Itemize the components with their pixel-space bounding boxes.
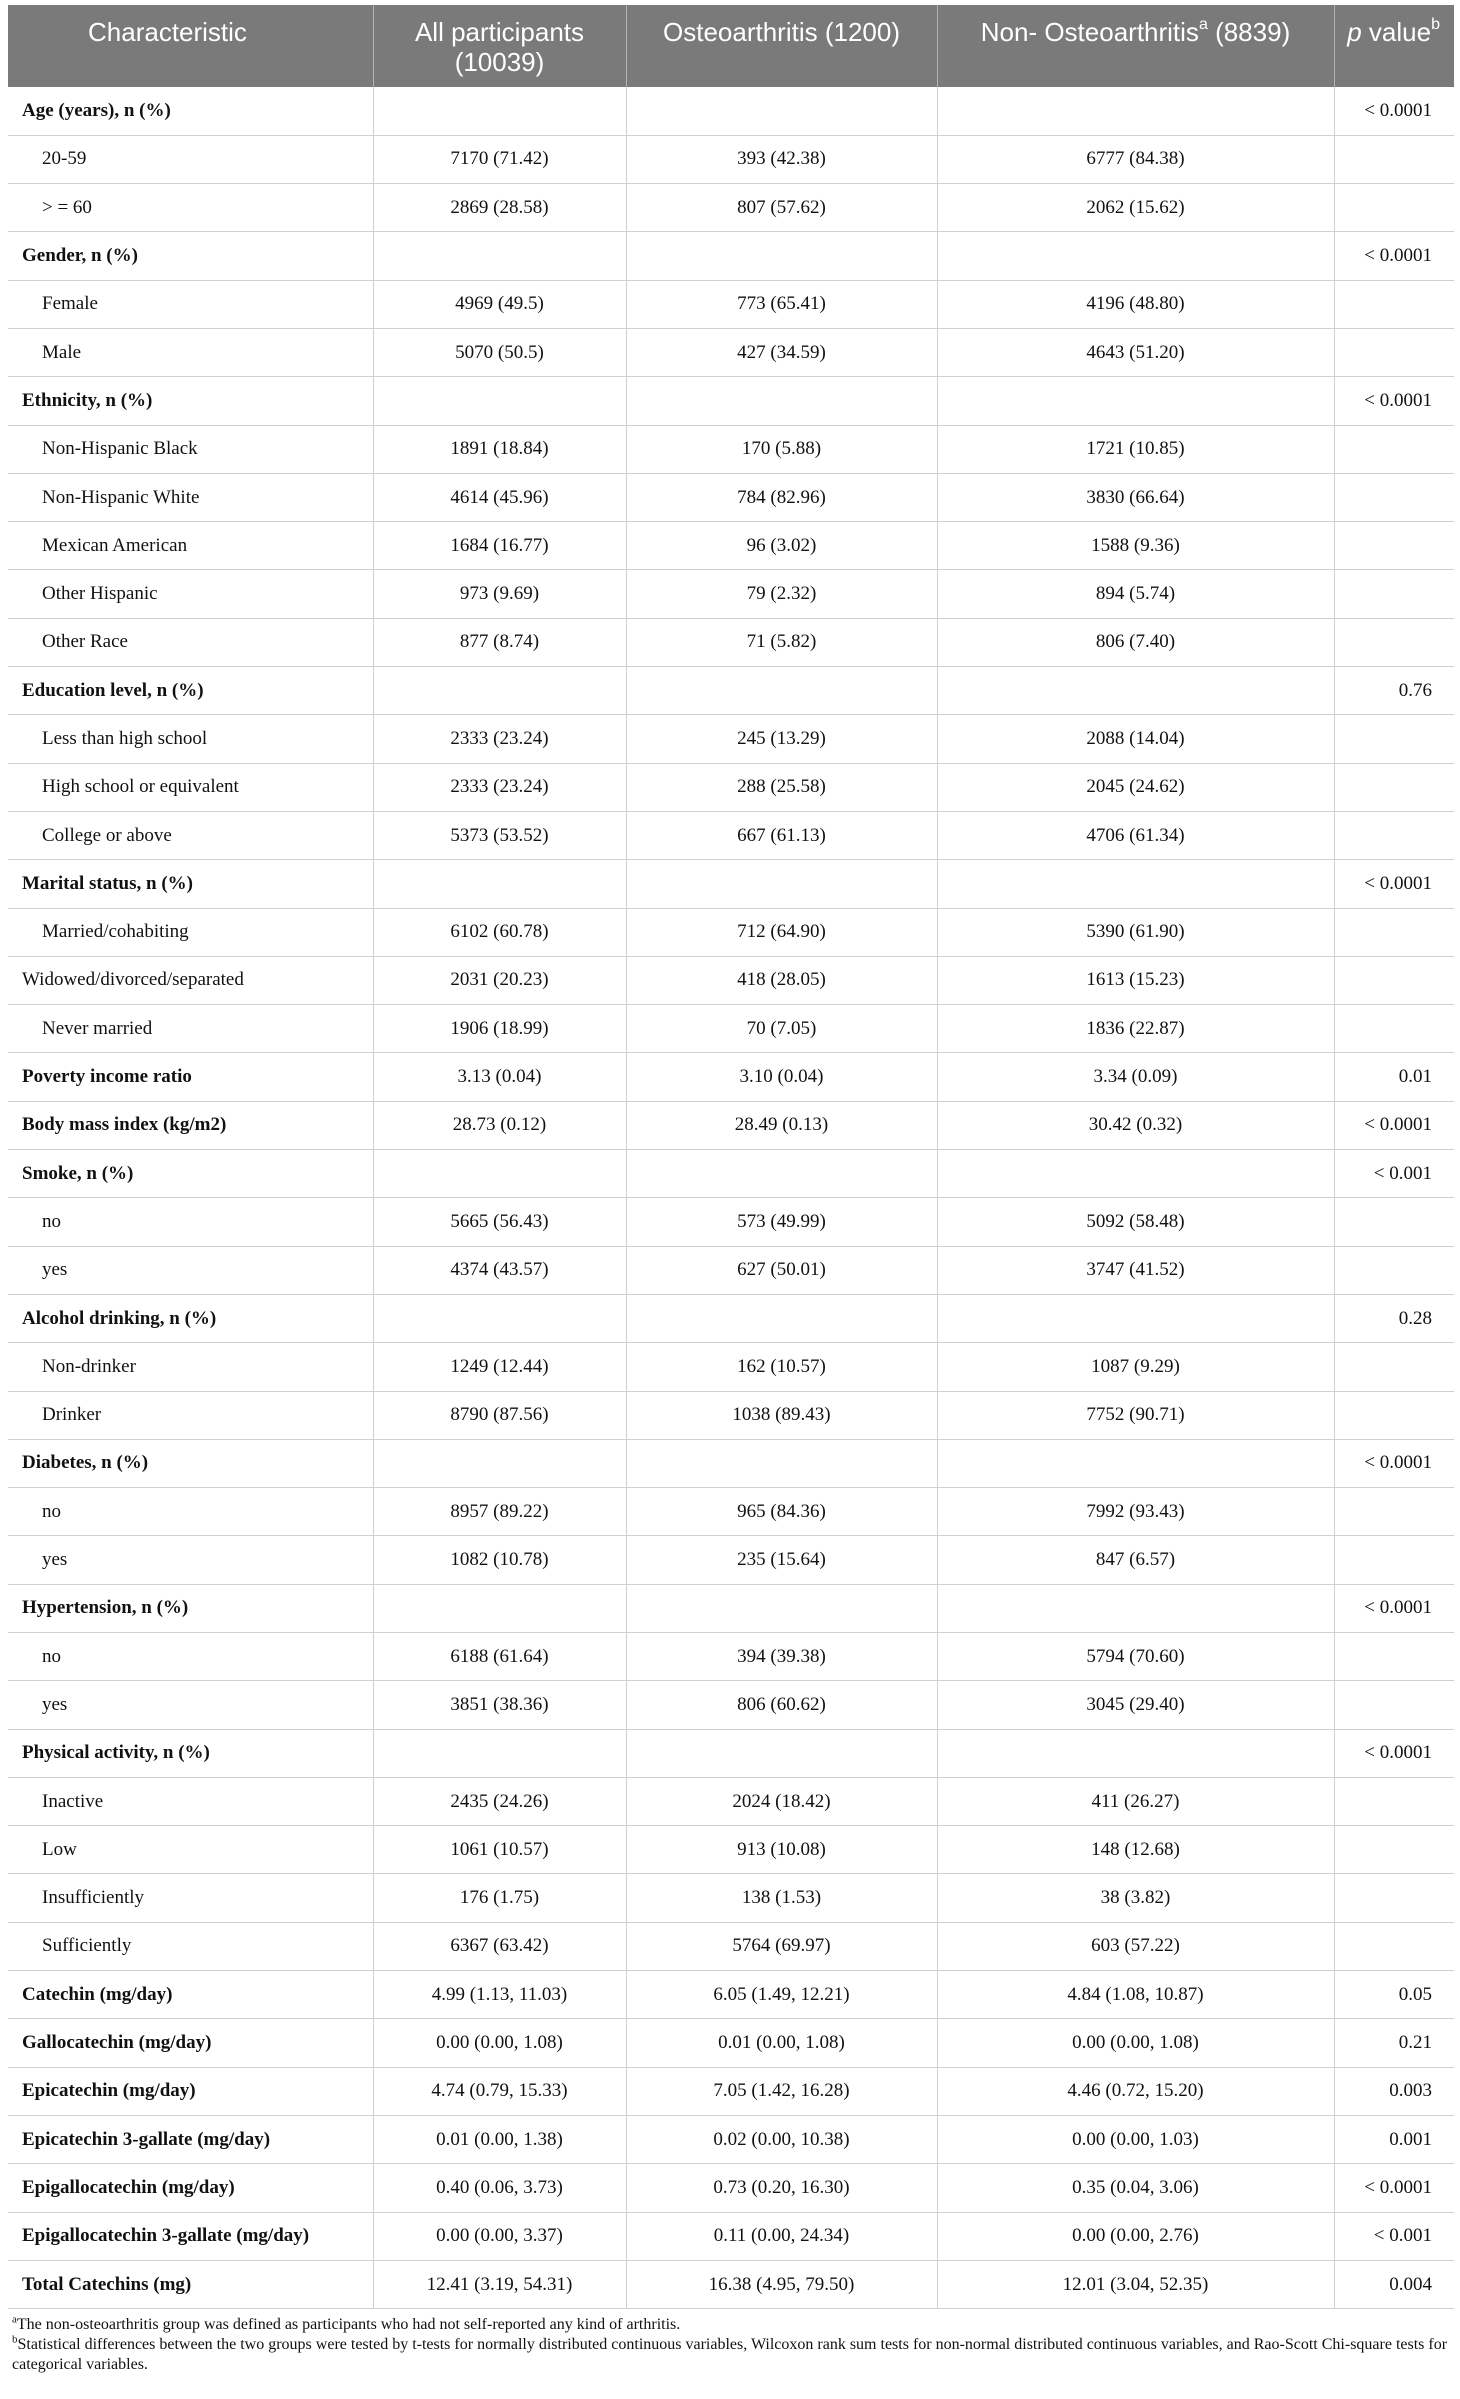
table-row: [8, 328, 1454, 376]
non-osteoarthritis-cell: 3747 (41.52): [937, 1246, 1334, 1294]
all-participants-cell: 6367 (63.42): [373, 1922, 626, 1970]
characteristic-cell: Body mass index (kg/m2): [8, 1101, 373, 1149]
p-value-cell: [1334, 1488, 1454, 1536]
all-participants-cell: 1906 (18.99): [373, 1005, 626, 1053]
characteristic-cell: no: [8, 1488, 373, 1536]
osteoarthritis-cell: 806 (60.62): [626, 1681, 937, 1729]
p-value-cell: [1334, 618, 1454, 666]
characteristic-cell: Sufficiently: [8, 1922, 373, 1970]
all-participants-cell: 1249 (12.44): [373, 1343, 626, 1391]
all-participants-cell: 176 (1.75): [373, 1874, 626, 1922]
osteoarthritis-cell: 0.11 (0.00, 24.34): [626, 2212, 937, 2260]
non-osteoarthritis-cell: [937, 232, 1334, 280]
characteristic-cell: Other Hispanic: [8, 570, 373, 618]
non-osteoarthritis-cell: 1721 (10.85): [937, 425, 1334, 473]
non-osteoarthritis-cell: 894 (5.74): [937, 570, 1334, 618]
all-participants-cell: 2333 (23.24): [373, 763, 626, 811]
table-row: [8, 1488, 1454, 1536]
p-value-cell: < 0.001: [1334, 2212, 1454, 2260]
all-participants-cell: 3851 (38.36): [373, 1681, 626, 1729]
non-osteoarthritis-cell: 3.34 (0.09): [937, 1053, 1334, 1101]
characteristic-cell: Ethnicity, n (%): [8, 377, 373, 425]
non-osteoarthritis-cell: 0.35 (0.04, 3.06): [937, 2164, 1334, 2212]
characteristic-cell: Epicatechin 3-gallate (mg/day): [8, 2115, 373, 2163]
non-osteoarthritis-cell: 4.84 (1.08, 10.87): [937, 1971, 1334, 2019]
table-row-category: [8, 2164, 1454, 2212]
non-osteoarthritis-cell: [937, 1150, 1334, 1198]
table-row: [8, 1536, 1454, 1584]
table-row: [8, 1391, 1454, 1439]
characteristic-cell: College or above: [8, 811, 373, 859]
table-row-category: [8, 667, 1454, 715]
characteristic-cell: Epicatechin (mg/day): [8, 2067, 373, 2115]
osteoarthritis-cell: 3.10 (0.04): [626, 1053, 937, 1101]
characteristic-cell: Other Race: [8, 618, 373, 666]
characteristic-cell: Female: [8, 280, 373, 328]
non-osteoarthritis-cell: 806 (7.40): [937, 618, 1334, 666]
non-osteoarthritis-cell: 2045 (24.62): [937, 763, 1334, 811]
all-participants-cell: 877 (8.74): [373, 618, 626, 666]
p-value-cell: [1334, 1633, 1454, 1681]
non-osteoarthritis-cell: 4643 (51.20): [937, 328, 1334, 376]
characteristic-cell: Smoke, n (%): [8, 1150, 373, 1198]
p-value-cell: 0.01: [1334, 1053, 1454, 1101]
non-osteoarthritis-cell: 12.01 (3.04, 52.35): [937, 2260, 1334, 2308]
table-row-category: [8, 1101, 1454, 1149]
all-participants-cell: 0.00 (0.00, 1.08): [373, 2019, 626, 2067]
non-osteoarthritis-cell: 4196 (48.80): [937, 280, 1334, 328]
all-participants-cell: [373, 87, 626, 135]
non-osteoarthritis-cell: 603 (57.22): [937, 1922, 1334, 1970]
characteristic-cell: no: [8, 1633, 373, 1681]
p-value-cell: [1334, 1391, 1454, 1439]
osteoarthritis-cell: 627 (50.01): [626, 1246, 937, 1294]
p-value-cell: [1334, 811, 1454, 859]
characteristic-cell: Male: [8, 328, 373, 376]
p-value-cell: 0.003: [1334, 2067, 1454, 2115]
all-participants-cell: 2869 (28.58): [373, 184, 626, 232]
p-value-cell: 0.28: [1334, 1294, 1454, 1342]
non-osteoarthritis-cell: [937, 1294, 1334, 1342]
p-value-cell: [1334, 1681, 1454, 1729]
all-participants-cell: [373, 667, 626, 715]
osteoarthritis-cell: 245 (13.29): [626, 715, 937, 763]
table-row: [8, 1777, 1454, 1825]
non-osteoarthritis-cell: 0.00 (0.00, 2.76): [937, 2212, 1334, 2260]
p-value-cell: 0.004: [1334, 2260, 1454, 2308]
p-value-cell: [1334, 1826, 1454, 1874]
non-osteoarthritis-cell: 4706 (61.34): [937, 811, 1334, 859]
table-row: [8, 956, 1454, 1004]
p-value-cell: < 0.0001: [1334, 1101, 1454, 1149]
all-participants-cell: 8790 (87.56): [373, 1391, 626, 1439]
osteoarthritis-cell: 784 (82.96): [626, 473, 937, 521]
header-characteristic: Characteristic: [8, 5, 373, 87]
p-value-cell: 0.001: [1334, 2115, 1454, 2163]
all-participants-cell: 6188 (61.64): [373, 1633, 626, 1681]
footnotes: [8, 2315, 1454, 2375]
header-row: [8, 5, 1454, 87]
all-participants-cell: 5373 (53.52): [373, 811, 626, 859]
non-osteoarthritis-cell: 1588 (9.36): [937, 522, 1334, 570]
non-osteoarthritis-cell: [937, 377, 1334, 425]
characteristic-cell: Mexican American: [8, 522, 373, 570]
non-osteoarthritis-cell: 0.00 (0.00, 1.03): [937, 2115, 1334, 2163]
p-value-cell: < 0.0001: [1334, 1439, 1454, 1487]
all-participants-cell: 5070 (50.5): [373, 328, 626, 376]
non-osteoarthritis-cell: [937, 860, 1334, 908]
table-row: [8, 522, 1454, 570]
p-value-cell: [1334, 908, 1454, 956]
non-osteoarthritis-cell: 30.42 (0.32): [937, 1101, 1334, 1149]
characteristic-cell: no: [8, 1198, 373, 1246]
all-participants-cell: 4614 (45.96): [373, 473, 626, 521]
non-osteoarthritis-cell: [937, 1584, 1334, 1632]
non-osteoarthritis-cell: 7752 (90.71): [937, 1391, 1334, 1439]
non-osteoarthritis-cell: 0.00 (0.00, 1.08): [937, 2019, 1334, 2067]
table-row: [8, 425, 1454, 473]
non-osteoarthritis-cell: 2088 (14.04): [937, 715, 1334, 763]
osteoarthritis-cell: 667 (61.13): [626, 811, 937, 859]
table-row-category: [8, 2019, 1454, 2067]
characteristic-cell: Drinker: [8, 1391, 373, 1439]
non-osteoarthritis-cell: 148 (12.68): [937, 1826, 1334, 1874]
p-value-cell: [1334, 956, 1454, 1004]
p-value-cell: [1334, 522, 1454, 570]
all-participants-cell: 0.40 (0.06, 3.73): [373, 2164, 626, 2212]
osteoarthritis-cell: [626, 87, 937, 135]
non-osteoarthritis-cell: 5794 (70.60): [937, 1633, 1334, 1681]
osteoarthritis-cell: 138 (1.53): [626, 1874, 937, 1922]
p-value-cell: [1334, 570, 1454, 618]
osteoarthritis-cell: [626, 860, 937, 908]
osteoarthritis-cell: 418 (28.05): [626, 956, 937, 1004]
osteoarthritis-cell: 7.05 (1.42, 16.28): [626, 2067, 937, 2115]
table-row-category: [8, 1584, 1454, 1632]
all-participants-cell: [373, 1150, 626, 1198]
osteoarthritis-cell: [626, 377, 937, 425]
all-participants-cell: 1082 (10.78): [373, 1536, 626, 1584]
table-row: [8, 135, 1454, 183]
non-osteoarthritis-cell: [937, 1439, 1334, 1487]
characteristic-cell: Non-Hispanic Black: [8, 425, 373, 473]
p-value-cell: [1334, 1777, 1454, 1825]
p-value-cell: [1334, 135, 1454, 183]
footnote-b: $^b$Statistical differences between the two groups were tested by t-tests for normally distributed continuous variables, Wilcoxon rank sum tests for non-normal distributed continuous variables, and Rao-Scott Chi-square tests for categorical variables.: [12, 2333, 1448, 2374]
all-participants-cell: [373, 377, 626, 425]
characteristic-cell: Alcohol drinking, n (%): [8, 1294, 373, 1342]
header-non-osteoarthritis: Non- Osteoarthritis$^a$ (8839): [937, 5, 1334, 87]
characteristic-cell: Less than high school: [8, 715, 373, 763]
p-value-cell: < 0.0001: [1334, 377, 1454, 425]
osteoarthritis-cell: 16.38 (4.95, 79.50): [626, 2260, 937, 2308]
p-value-cell: < 0.0001: [1334, 1729, 1454, 1777]
p-value-cell: [1334, 280, 1454, 328]
header-p-value: p value$^b$: [1334, 5, 1454, 87]
characteristic-cell: Non-Hispanic White: [8, 473, 373, 521]
osteoarthritis-cell: 79 (2.32): [626, 570, 937, 618]
non-osteoarthritis-cell: 847 (6.57): [937, 1536, 1334, 1584]
table-row: [8, 1922, 1454, 1970]
table-row: [8, 473, 1454, 521]
osteoarthritis-cell: [626, 232, 937, 280]
osteoarthritis-cell: 1038 (89.43): [626, 1391, 937, 1439]
osteoarthritis-cell: 5764 (69.97): [626, 1922, 937, 1970]
non-osteoarthritis-cell: 5092 (58.48): [937, 1198, 1334, 1246]
p-value-cell: [1334, 184, 1454, 232]
osteoarthritis-cell: 28.49 (0.13): [626, 1101, 937, 1149]
characteristic-cell: Widowed/divorced/separated: [8, 956, 373, 1004]
table-row-category: [8, 1053, 1454, 1101]
all-participants-cell: 4.74 (0.79, 15.33): [373, 2067, 626, 2115]
all-participants-cell: 4374 (43.57): [373, 1246, 626, 1294]
all-participants-cell: 1891 (18.84): [373, 425, 626, 473]
table-row-category: [8, 87, 1454, 135]
table-row: [8, 1005, 1454, 1053]
table-row: [8, 908, 1454, 956]
characteristic-cell: Gallocatechin (mg/day): [8, 2019, 373, 2067]
osteoarthritis-cell: [626, 1150, 937, 1198]
characteristic-cell: 20-59: [8, 135, 373, 183]
all-participants-cell: 6102 (60.78): [373, 908, 626, 956]
characteristic-cell: Never married: [8, 1005, 373, 1053]
p-value-cell: [1334, 1536, 1454, 1584]
all-participants-cell: [373, 1439, 626, 1487]
p-value-cell: < 0.0001: [1334, 1584, 1454, 1632]
characteristic-cell: Married/cohabiting: [8, 908, 373, 956]
all-participants-cell: 1061 (10.57): [373, 1826, 626, 1874]
table-row: [8, 1681, 1454, 1729]
characteristic-cell: Low: [8, 1826, 373, 1874]
table-row: [8, 811, 1454, 859]
all-participants-cell: 5665 (56.43): [373, 1198, 626, 1246]
all-participants-cell: 3.13 (0.04): [373, 1053, 626, 1101]
non-osteoarthritis-cell: 3830 (66.64): [937, 473, 1334, 521]
all-participants-cell: 28.73 (0.12): [373, 1101, 626, 1149]
p-value-cell: [1334, 1246, 1454, 1294]
characteristic-cell: yes: [8, 1536, 373, 1584]
non-osteoarthritis-cell: 1087 (9.29): [937, 1343, 1334, 1391]
characteristic-cell: Hypertension, n (%): [8, 1584, 373, 1632]
all-participants-cell: 2031 (20.23): [373, 956, 626, 1004]
all-participants-cell: 4.99 (1.13, 11.03): [373, 1971, 626, 2019]
p-value-cell: < 0.0001: [1334, 87, 1454, 135]
table-row-category: [8, 1729, 1454, 1777]
osteoarthritis-cell: 6.05 (1.49, 12.21): [626, 1971, 937, 2019]
osteoarthritis-cell: 288 (25.58): [626, 763, 937, 811]
osteoarthritis-cell: 965 (84.36): [626, 1488, 937, 1536]
table-row: [8, 1633, 1454, 1681]
all-participants-cell: [373, 1729, 626, 1777]
p-value-cell: [1334, 328, 1454, 376]
table-row: [8, 184, 1454, 232]
all-participants-cell: [373, 232, 626, 280]
osteoarthritis-cell: 0.73 (0.20, 16.30): [626, 2164, 937, 2212]
characteristic-cell: Physical activity, n (%): [8, 1729, 373, 1777]
characteristic-cell: Diabetes, n (%): [8, 1439, 373, 1487]
p-value-cell: [1334, 1198, 1454, 1246]
table-row-category: [8, 1971, 1454, 2019]
table-row-category: [8, 860, 1454, 908]
osteoarthritis-cell: [626, 1439, 937, 1487]
table-row-category: [8, 2260, 1454, 2308]
table-row: [8, 570, 1454, 618]
non-osteoarthritis-cell: 38 (3.82): [937, 1874, 1334, 1922]
characteristic-cell: High school or equivalent: [8, 763, 373, 811]
all-participants-cell: 8957 (89.22): [373, 1488, 626, 1536]
osteoarthritis-cell: [626, 667, 937, 715]
table-row: [8, 280, 1454, 328]
characteristics-table: [8, 5, 1454, 2309]
p-value-cell: [1334, 425, 1454, 473]
all-participants-cell: 973 (9.69): [373, 570, 626, 618]
table-header: [8, 5, 1454, 87]
characteristic-cell: Total Catechins (mg): [8, 2260, 373, 2308]
table-row-category: [8, 377, 1454, 425]
non-osteoarthritis-cell: [937, 1729, 1334, 1777]
osteoarthritis-cell: 235 (15.64): [626, 1536, 937, 1584]
all-participants-cell: 2333 (23.24): [373, 715, 626, 763]
characteristic-cell: Catechin (mg/day): [8, 1971, 373, 2019]
p-value-cell: [1334, 763, 1454, 811]
all-participants-cell: [373, 860, 626, 908]
table-row: [8, 1246, 1454, 1294]
osteoarthritis-cell: 96 (3.02): [626, 522, 937, 570]
osteoarthritis-cell: 0.01 (0.00, 1.08): [626, 2019, 937, 2067]
all-participants-cell: [373, 1294, 626, 1342]
table-body: [8, 87, 1454, 2309]
p-value-cell: < 0.0001: [1334, 232, 1454, 280]
osteoarthritis-cell: 2024 (18.42): [626, 1777, 937, 1825]
all-participants-cell: 1684 (16.77): [373, 522, 626, 570]
all-participants-cell: 4969 (49.5): [373, 280, 626, 328]
osteoarthritis-cell: 807 (57.62): [626, 184, 937, 232]
table-row: [8, 1874, 1454, 1922]
header-all-participants: All participants (10039): [373, 5, 626, 87]
non-osteoarthritis-cell: [937, 667, 1334, 715]
table-row: [8, 715, 1454, 763]
all-participants-cell: 0.01 (0.00, 1.38): [373, 2115, 626, 2163]
all-participants-cell: 12.41 (3.19, 54.31): [373, 2260, 626, 2308]
table-row: [8, 1826, 1454, 1874]
table-row: [8, 618, 1454, 666]
p-value-cell: < 0.0001: [1334, 860, 1454, 908]
p-value-cell: [1334, 1922, 1454, 1970]
characteristic-cell: Age (years), n (%): [8, 87, 373, 135]
table-row-category: [8, 1294, 1454, 1342]
osteoarthritis-cell: 427 (34.59): [626, 328, 937, 376]
non-osteoarthritis-cell: [937, 87, 1334, 135]
table-row-category: [8, 2212, 1454, 2260]
non-osteoarthritis-cell: 4.46 (0.72, 15.20): [937, 2067, 1334, 2115]
osteoarthritis-cell: 573 (49.99): [626, 1198, 937, 1246]
characteristic-cell: Education level, n (%): [8, 667, 373, 715]
all-participants-cell: [373, 1584, 626, 1632]
non-osteoarthritis-cell: 1836 (22.87): [937, 1005, 1334, 1053]
table-row-category: [8, 232, 1454, 280]
osteoarthritis-cell: [626, 1584, 937, 1632]
p-value-cell: < 0.001: [1334, 1150, 1454, 1198]
osteoarthritis-cell: [626, 1294, 937, 1342]
characteristic-cell: > = 60: [8, 184, 373, 232]
all-participants-cell: 2435 (24.26): [373, 1777, 626, 1825]
table-container: [8, 5, 1454, 2375]
non-osteoarthritis-cell: 6777 (84.38): [937, 135, 1334, 183]
table-row-category: [8, 1150, 1454, 1198]
osteoarthritis-cell: 71 (5.82): [626, 618, 937, 666]
non-osteoarthritis-cell: 411 (26.27): [937, 1777, 1334, 1825]
p-value-cell: 0.05: [1334, 1971, 1454, 2019]
p-value-cell: [1334, 473, 1454, 521]
table-row: [8, 763, 1454, 811]
non-osteoarthritis-cell: 2062 (15.62): [937, 184, 1334, 232]
osteoarthritis-cell: 712 (64.90): [626, 908, 937, 956]
non-osteoarthritis-cell: 1613 (15.23): [937, 956, 1334, 1004]
osteoarthritis-cell: 913 (10.08): [626, 1826, 937, 1874]
characteristic-cell: Epigallocatechin 3-gallate (mg/day): [8, 2212, 373, 2260]
p-value-cell: [1334, 715, 1454, 763]
footnote-a: $^a$The non-osteoarthritis group was defined as participants who had not self-reported any kind of arthritis.: [12, 2313, 681, 2334]
all-participants-cell: 0.00 (0.00, 3.37): [373, 2212, 626, 2260]
characteristic-cell: Insufficiently: [8, 1874, 373, 1922]
osteoarthritis-cell: 170 (5.88): [626, 425, 937, 473]
characteristic-cell: Poverty income ratio: [8, 1053, 373, 1101]
osteoarthritis-cell: 394 (39.38): [626, 1633, 937, 1681]
header-osteoarthritis: Osteoarthritis (1200): [626, 5, 937, 87]
all-participants-cell: 7170 (71.42): [373, 135, 626, 183]
table-row: [8, 1198, 1454, 1246]
osteoarthritis-cell: [626, 1729, 937, 1777]
osteoarthritis-cell: 773 (65.41): [626, 280, 937, 328]
p-value-cell: [1334, 1005, 1454, 1053]
osteoarthritis-cell: 0.02 (0.00, 10.38): [626, 2115, 937, 2163]
p-value-cell: 0.21: [1334, 2019, 1454, 2067]
non-osteoarthritis-cell: 3045 (29.40): [937, 1681, 1334, 1729]
characteristic-cell: yes: [8, 1681, 373, 1729]
non-osteoarthritis-cell: 5390 (61.90): [937, 908, 1334, 956]
table-row: [8, 1343, 1454, 1391]
non-osteoarthritis-cell: 7992 (93.43): [937, 1488, 1334, 1536]
p-value-cell: < 0.0001: [1334, 2164, 1454, 2212]
osteoarthritis-cell: 70 (7.05): [626, 1005, 937, 1053]
characteristic-cell: yes: [8, 1246, 373, 1294]
p-value-cell: [1334, 1874, 1454, 1922]
osteoarthritis-cell: 393 (42.38): [626, 135, 937, 183]
p-value-cell: 0.76: [1334, 667, 1454, 715]
p-value-cell: [1334, 1343, 1454, 1391]
table-row-category: [8, 1439, 1454, 1487]
characteristic-cell: Inactive: [8, 1777, 373, 1825]
table-row-category: [8, 2115, 1454, 2163]
characteristic-cell: Gender, n (%): [8, 232, 373, 280]
characteristic-cell: Marital status, n (%): [8, 860, 373, 908]
osteoarthritis-cell: 162 (10.57): [626, 1343, 937, 1391]
table-row-category: [8, 2067, 1454, 2115]
characteristic-cell: Non-drinker: [8, 1343, 373, 1391]
characteristic-cell: Epigallocatechin (mg/day): [8, 2164, 373, 2212]
